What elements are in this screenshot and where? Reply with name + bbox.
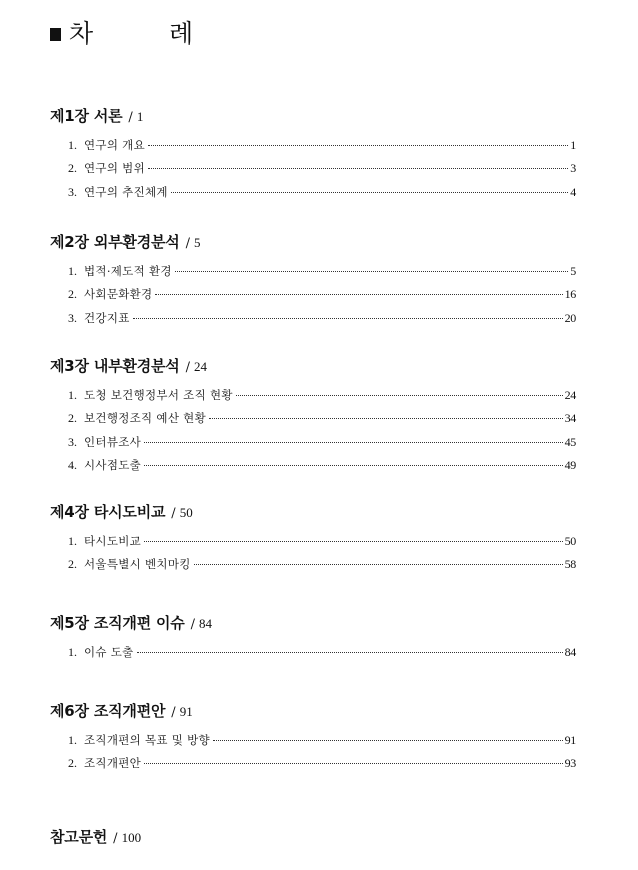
toc-entry[interactable] (68, 286, 576, 309)
entry-number: 3. (68, 184, 77, 199)
chapter-heading[interactable] (50, 353, 576, 379)
toc-entry[interactable] (68, 263, 576, 286)
toc-entry[interactable] (68, 434, 576, 457)
toc-header (50, 18, 213, 50)
entry-number: 1. (68, 388, 77, 402)
dot-leader (213, 740, 563, 741)
entry-label: 조직개편의 목표 및 방향 (84, 733, 210, 747)
chapter-title: 제6장 조직개편안 (50, 702, 166, 720)
entry-number: 2. (68, 557, 77, 572)
entry-label: 도청 보건행정부서 조직 현황 (84, 388, 233, 402)
entry-page-number: 50 (564, 534, 576, 548)
chapter-heading[interactable] (50, 610, 576, 636)
chapter-entries (68, 387, 576, 481)
toc-entry[interactable] (68, 732, 576, 755)
entry-page-number: 58 (564, 557, 576, 572)
entry-page-number: 24 (564, 388, 576, 402)
toc-entry[interactable] (68, 184, 576, 207)
entry-number: 1. (68, 264, 77, 278)
entry-page-number: 4 (570, 184, 576, 199)
chapter-section (50, 353, 576, 481)
entry-label: 연구의 개요 (84, 138, 145, 152)
toc-entry[interactable] (68, 755, 576, 778)
entry-number: 4. (68, 458, 77, 473)
chapter-section (50, 229, 576, 333)
entry-page-number: 16 (564, 287, 576, 302)
dot-leader (144, 763, 563, 764)
chapter-title: 제3장 내부환경분석 (50, 357, 180, 375)
entry-label: 사회문화환경 (84, 287, 153, 302)
entry-number: 3. (68, 310, 77, 325)
chapter-page-number: 5 (193, 235, 201, 250)
chapter-page-number: 1 (136, 109, 144, 124)
entry-page-number: 84 (564, 645, 576, 659)
entry-number: 3. (68, 434, 77, 449)
toc-entry[interactable] (68, 387, 576, 410)
entry-label: 연구의 범위 (84, 161, 145, 176)
chapter-entries (68, 644, 576, 667)
entry-page-number: 5 (570, 264, 576, 278)
toc-entry[interactable] (68, 310, 576, 333)
dot-leader (209, 418, 563, 419)
dot-leader (155, 294, 562, 295)
chapter-page-number: 84 (199, 616, 212, 631)
entry-page-number: 20 (564, 310, 576, 325)
toc-entry[interactable] (68, 160, 576, 183)
chapter-page-number: 100 (121, 830, 142, 845)
entry-number: 1. (68, 645, 77, 659)
entry-number: 2. (68, 287, 77, 302)
entry-label: 보건행정조직 예산 현황 (84, 411, 206, 426)
chapter-entries (68, 263, 576, 333)
chapter-entries (68, 732, 576, 779)
chapter-slash: / (171, 506, 176, 521)
dot-leader (194, 564, 563, 565)
chapter-heading[interactable] (50, 229, 576, 255)
dot-leader (171, 192, 568, 193)
entry-page-number: 93 (564, 756, 576, 771)
toc-entry[interactable] (68, 137, 576, 160)
toc-entry[interactable] (68, 556, 576, 579)
chapter-section (50, 610, 576, 667)
chapter-title: 제2장 외부환경분석 (50, 233, 180, 251)
chapter-section (50, 499, 576, 580)
dot-leader (236, 395, 563, 396)
page-title: 차 례 (69, 19, 214, 48)
chapter-section (50, 103, 576, 207)
entry-label: 서울특별시 벤치마킹 (84, 557, 191, 572)
entry-page-number: 34 (564, 411, 576, 426)
dot-leader (148, 145, 568, 146)
chapter-heading[interactable] (50, 824, 576, 850)
chapter-heading[interactable] (50, 698, 576, 724)
chapter-page-number: 91 (179, 704, 193, 719)
chapter-heading[interactable] (50, 103, 576, 129)
dot-leader (137, 652, 563, 653)
entry-label: 타시도비교 (84, 534, 142, 548)
dot-leader (144, 465, 563, 466)
entry-page-number: 49 (564, 458, 576, 473)
chapter-heading[interactable] (50, 499, 576, 525)
toc-entry[interactable] (68, 644, 576, 667)
entry-number: 2. (68, 411, 77, 426)
chapter-entries (68, 533, 576, 580)
entry-page-number: 3 (570, 161, 576, 176)
dot-leader (144, 541, 563, 542)
chapter-slash: / (171, 705, 176, 720)
toc-entry[interactable] (68, 410, 576, 433)
dot-leader (133, 318, 563, 319)
entry-number: 2. (68, 756, 77, 771)
chapter-slash: / (113, 831, 118, 846)
chapter-page-number: 24 (193, 359, 207, 374)
chapter-slash: / (128, 110, 133, 125)
entry-page-number: 91 (564, 733, 576, 747)
square-bullet-icon (50, 28, 61, 41)
dot-leader (144, 442, 563, 443)
chapter-title: 제4장 타시도비교 (50, 503, 166, 521)
toc-entry[interactable] (68, 533, 576, 556)
entry-page-number: 1 (570, 138, 576, 152)
entry-page-number: 45 (564, 434, 576, 449)
chapter-title: 제5장 조직개편 이슈 (50, 614, 185, 632)
entry-label: 시사점도출 (84, 458, 142, 473)
entry-label: 인터뷰조사 (84, 434, 142, 449)
chapter-page-number: 50 (179, 505, 193, 520)
entry-label: 조직개편안 (84, 756, 142, 771)
entry-label: 법적·제도적 환경 (84, 264, 172, 278)
chapter-title: 참고문헌 (50, 828, 108, 846)
entry-label: 연구의 추진체계 (84, 184, 168, 199)
entry-number: 1. (68, 138, 77, 152)
entry-label: 이슈 도출 (84, 645, 134, 659)
chapter-section (50, 698, 576, 779)
toc-entry[interactable] (68, 457, 576, 480)
chapter-slash: / (190, 617, 195, 632)
entry-number: 1. (68, 534, 77, 548)
entry-number: 1. (68, 733, 77, 747)
chapter-entries (68, 137, 576, 207)
chapter-slash: / (185, 236, 190, 251)
entry-label: 건강지표 (84, 310, 130, 325)
chapter-section (50, 824, 576, 850)
entry-number: 2. (68, 161, 77, 176)
chapter-slash: / (185, 360, 190, 375)
dot-leader (175, 271, 569, 272)
dot-leader (148, 168, 568, 169)
chapter-title: 제1장 서론 (50, 107, 123, 125)
